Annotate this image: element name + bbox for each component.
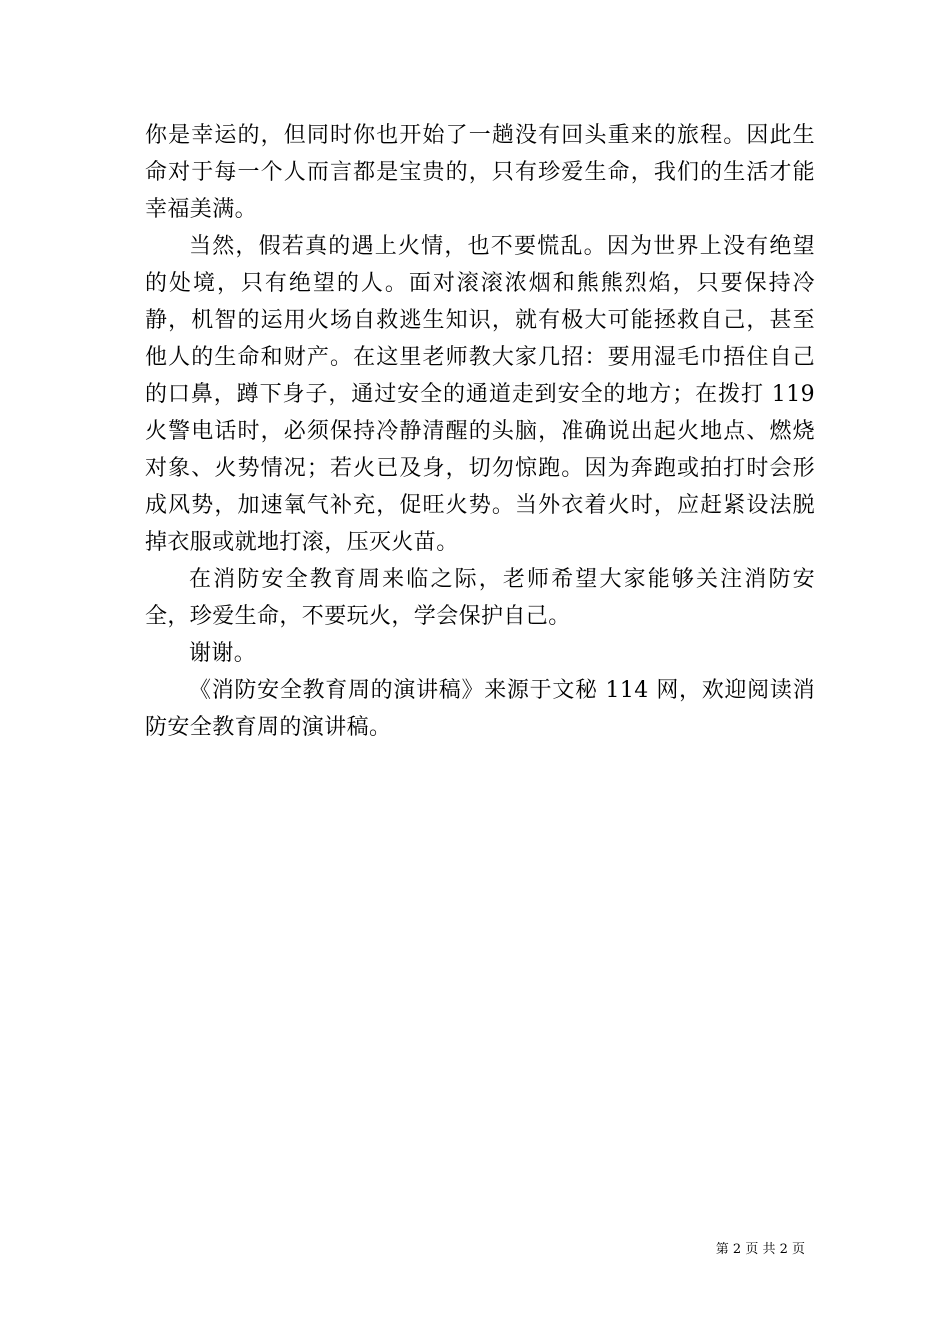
paragraph-thanks: 谢谢。 (189, 641, 257, 666)
paragraph-continuation: 你是幸运的，但同时你也开始了一趟没有回头重来的旅程。因此生命对于每一个人而言都是宝贵的，只有珍爱生命，我们的生活才能幸福美满。 (145, 123, 815, 222)
paragraph-closing-wish: 在消防安全教育周来临之际，老师希望大家能够关注消防安全，珍爱生命，不要玩火，学会保护自己。 (145, 567, 815, 629)
page-footer-number: 第 2 页 共 2 页 (715, 1242, 805, 1257)
paragraph-fire-escape-tips: 当然，假若真的遇上火情，也不要慌乱。因为世界上没有绝望的处境，只有绝望的人。面对滚滚浓烟和熊熊烈焰，只要保持冷静，机智的运用火场自救逃生知识，就有极大可能拯救自己，甚至他人的生命和财产。在这里老师教大家几招：要用湿毛巾捂住自己的口鼻，蹲下身子，通过安全的通道走到安全的地方；在拨打 119 火警电话时，必须保持冷静清醒的头脑，准确说出起火地点、燃烧对象、火势情况；若火已及身，切勿惊跑。因为奔跑或拍打时会形成风势，加速氧气补充，促旺火势。当外衣着火时，应赶紧设法脱掉衣服或就地打滚，压灭火苗。 (145, 234, 815, 555)
paragraph-source-note: 《消防安全教育周的演讲稿》来源于文秘 114 网，欢迎阅读消防安全教育周的演讲稿。 (145, 678, 815, 740)
document-body (145, 117, 815, 746)
